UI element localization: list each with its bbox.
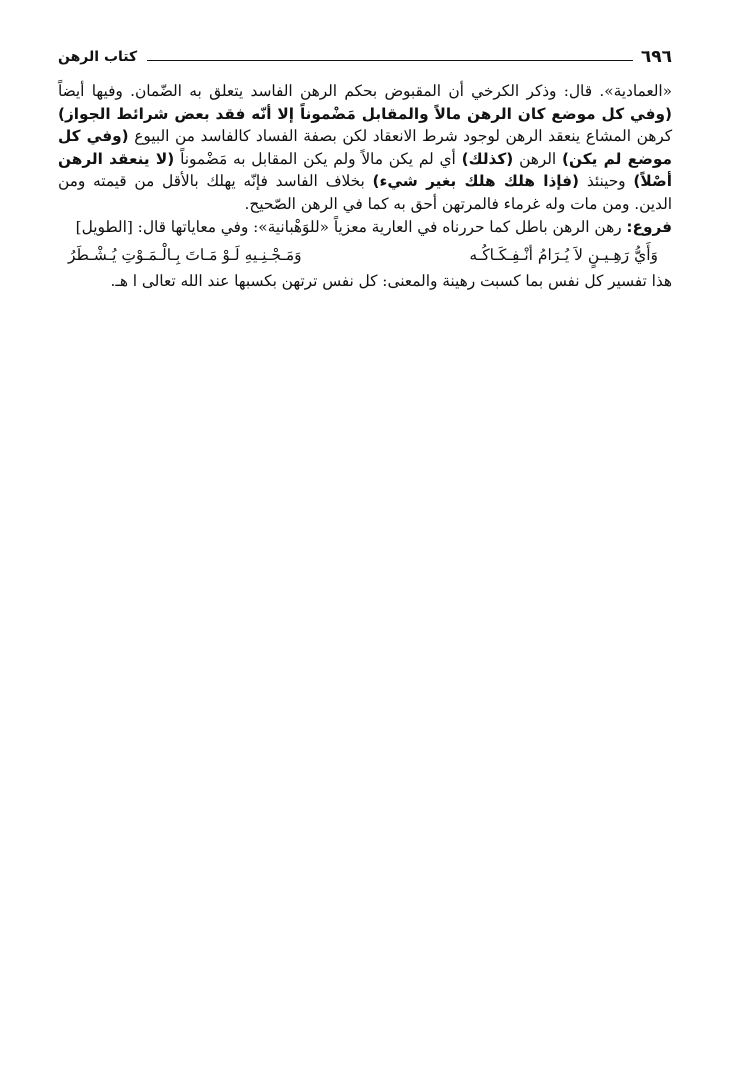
paragraph-main-bold-4: (لا ينعقد الرهن أصْلاً) <box>58 149 672 191</box>
paragraph-main-text-1: «العمادية». قال: وذكر الكرخي أن المقبوض بحكم الرهن الفاسد يتعلق به الضّمان. وفيها أيضاً <box>58 82 672 100</box>
paragraph-main-bold-3: (كذلك) <box>461 149 514 168</box>
running-title: كتاب الرهن <box>58 49 138 65</box>
paragraph-main-bold-2: (وفي كل موضع لم يكن) <box>58 127 672 168</box>
header-rule <box>147 60 633 61</box>
paragraph-main-bold-1: (وفي كل موضع كان الرهن مالاً والمقابل مَضْموناً إلا أنّه فقد بعض شرائط الجواز) <box>58 104 672 123</box>
poem-verse <box>68 240 658 270</box>
paragraph-main-text-3: الرهن <box>513 149 562 168</box>
furu-label: فروع: <box>626 217 672 236</box>
page-header <box>58 44 672 70</box>
explanation-text: هذا تفسير كل نفس بما كسبت رهينة والمعنى: كل نفس ترتهن بكسبها عند الله تعالى ا هـ. <box>110 272 672 291</box>
paragraph-main-text-5: وحينئذ <box>579 172 634 191</box>
paragraph-main <box>58 80 672 216</box>
paragraph-main-text-6: بخلاف الفاسد فإنّه يهلك بالأقل من قيمته ومن الدين. ومن مات وله غرماء فالمرتهن أحق به كما في الرهن الصّحيح. <box>58 172 672 213</box>
document-page <box>58 44 672 293</box>
poem-first-hemistich: وَأَيُّ رَهِـيـنٍ لاَ يُـرَامُ أنْـفِـكَـاكُـه <box>469 246 658 265</box>
furu-text: رهن الرهن باطل كما حررناه في العارية معزياً «للوَهْبانية»: وفي معاياتها قال: [الطويل] <box>75 217 627 236</box>
paragraph-main-text-2: كرهن المشاع ينعقد الرهن لوجود شرط الانعقاد لكن بصفة الفساد كالفاسد من البيوع <box>128 127 673 146</box>
page-number: ٦٩٦ <box>640 46 672 67</box>
page-body <box>58 80 672 293</box>
paragraph-main-text-4: أي لم يكن مالاً ولم يكن المقابل به مَضْموناً <box>174 149 462 168</box>
paragraph-explanation <box>58 270 672 293</box>
paragraph-main-bold-5: (فإذا هلك هلك بغير شيء) <box>372 172 580 191</box>
poem-second-hemistich: وَمَـجْـنِـيهِ لَـوْ مَـاتَ بِـالْـمَـوْتِ يُـشْـطَرُ <box>68 246 302 265</box>
paragraph-furu <box>58 216 672 239</box>
